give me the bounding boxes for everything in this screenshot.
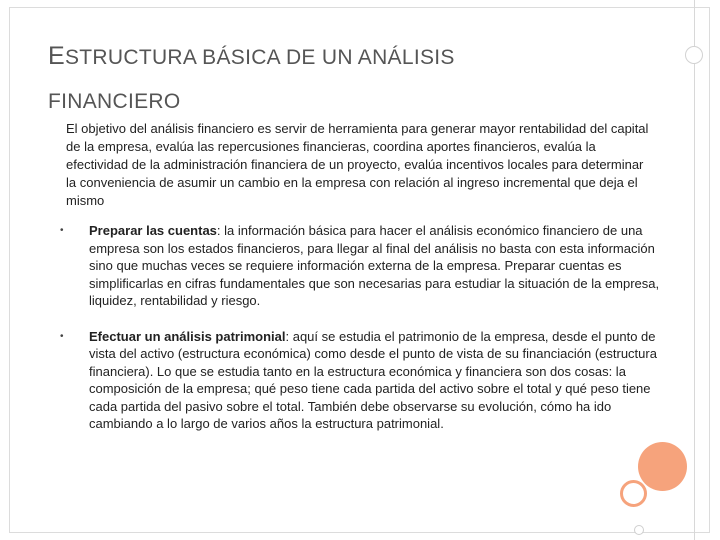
slide-title [48,34,648,124]
bullet-item [60,328,660,433]
decorative-small-circle [634,525,644,535]
bullet-term: Efectuar un análisis patrimonial [89,328,286,344]
bullet-icon: • [60,225,64,236]
title-line2: FINANCIERO [48,90,181,113]
decorative-ring-circle [620,480,647,507]
bullet-text: : la información básica para hacer el análisis económico financiero de una empresa son los estados financieros, para llegar al final del análisis no basta con esta información sino que muchas veces se requiere información externa de la empresa. Preparar cuentas es simplificarlas en cifras fundamentales que son necesarias para estudiar la situación de la empresa, liquidez, rentabilidad y riesgo. [89,223,660,308]
bullet-term: Preparar las cuentas [89,223,217,238]
decorative-vertical-line [694,0,695,540]
title-first-letter: E [48,42,65,70]
intro-paragraph: El objetivo del análisis financiero es servir de herramienta para generar mayor rentabilidad del capital de la empresa, evalúa las repercusiones financieras, coordina aportes financieros, evalúa la efectividad de la administración financiera de un proyecto, evalúa incentivos locales para determinar la conveniencia de asumir un cambio en la empresa con relación al ingreso incremental que deja el mismo [66,121,649,208]
bullet-text: : aquí se estudia el patrimonio de la empresa, desde el punto de vista del activo (estructura económica) como desde el punto de vista de su financiación (estructura financiera). Lo que se estudia tanto en la estructura económica y financiera son dos cosas: la composición de la empresa; qué peso tiene cada partida del activo sobre el total y qué peso tiene cada partida del pasivo sobre el total. También debe observarse su evolución, cómo ha ido cambiando a lo largo de varios años la estructura patrimonial. [89,328,657,431]
bullet-icon: • [60,330,64,342]
bullet-list [60,222,660,451]
decorative-circle-outline [685,46,703,64]
title-line1: STRUCTURA BÁSICA DE UN ANÁLISIS [64,46,455,69]
bullet-item [60,222,660,310]
